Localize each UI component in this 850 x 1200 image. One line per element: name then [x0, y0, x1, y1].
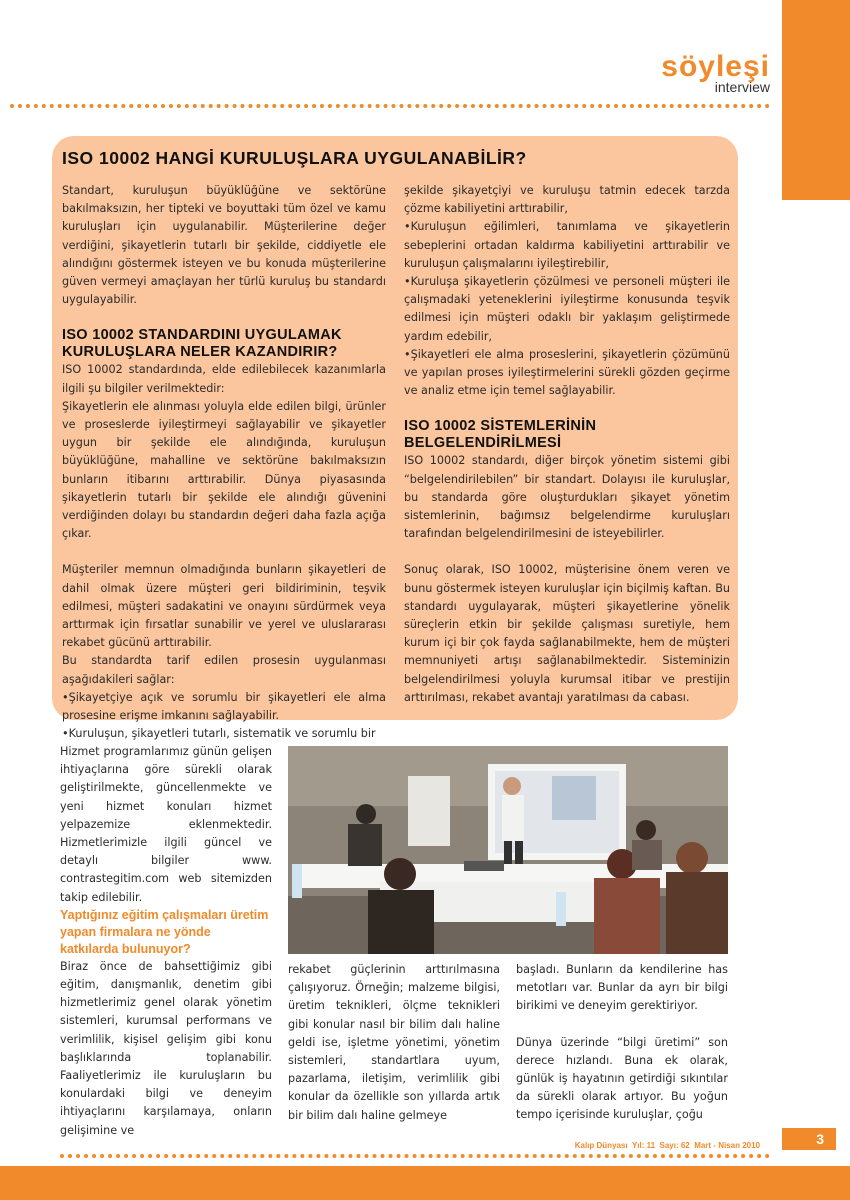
subheading: ISO 10002 STANDARDINI UYGULAMAK KURULUŞLARA NELER KAZANDIRIR? [62, 327, 342, 361]
lower-column-3 [516, 961, 728, 1125]
dotted-divider-bottom [60, 1154, 770, 1158]
lower-column-1 [60, 743, 272, 1140]
bullet-item: •Kuruluşun, şikayetleri tutarlı, sistematik ve sorumlu bir [62, 727, 376, 741]
paragraph: şekilde şikayetçiyi ve kuruluşu tatmin edecek tarzda çözme kabiliyetini arttırabilir, [404, 184, 730, 216]
dotted-divider-top [10, 104, 770, 108]
paragraph: Bu standardta tarif edilen prosesin uygulanması aşağıdakileri sağlar: [62, 654, 386, 686]
paragraph: rekabet güçlerinin arttırılmasına çalışıyoruz. Örneğin; malzeme bilgisi, üretim teknikleri, ölçme teknikleri gibi konular nasıl bir bilim dalı haline geldi ise, işletme yönetimi, yönetim sistemleri, standartlara uyum, pazarlama, iletişim, verimlilik gibi konular da özellikle son yıllarda artık bir bilim dalı haline gelmeye [288, 963, 500, 1122]
paragraph: Şikayetlerin ele alınması yoluyla elde edilen bilgi, ürünler ve proseslerde iyileştirmeyi sağlayabilir ve şikayetler uygun bir şekilde ele alındığında, kuruluşun büyüklüğüne, mahalline ve sektörüne bakılmaksızın bunların itibarını arttırabilir. Dünya piyasasında şikayetlerin tutarlı bir şekilde ele alındığı güvenini verdiğinden dolayı bu standardın değeri daha fazla açığa çıkar. [62, 399, 386, 541]
paragraph: Standart, kuruluşun büyüklüğüne ve sektörüne bakılmaksızın, her tipteki ve boyuttaki tüm özel ve kamu kuruluşları için uygulanabilir. Müşterilerine değer verdiğini, şikayetlerin tutarlı bir şekilde, ciddiyetle ele alındığını göstermek isteyen ve bu konuda müşterilerine güven vermeyi amaçlayan her türlü kuruluş bu standardı uygulayabilir. [62, 184, 386, 307]
section-subtitle: interview [714, 79, 770, 95]
paragraph: Müşteriler memnun olmadığında bunların şikayetleri de dahil olmak üzere müşteri geri bildiriminin, teşvik edilmesi, müşteri sadakatini ve onayını sürdürmek veya arttırmak için fırsatlar sunabilir ve yerel ve uluslararası rekabet gücünü arttırabilir. [62, 563, 386, 650]
subheading: ISO 10002 SİSTEMLERİNİN BELGELENDİRİLMESİ [404, 418, 597, 452]
orange-corner-tab [782, 0, 850, 200]
box-heading: ISO 10002 HANGİ KURULUŞLARA UYGULANABİLİR? [62, 148, 527, 168]
bullet-item: •Kuruluşun eğilimleri, tanımlama ve şikayetlerin sebeplerini ortadan kaldırma kabiliyetini arttırabilir ve kuruluşun çalışmalarını iyileştirebilir, [404, 220, 730, 270]
bullet-item: •Şikayetçiye açık ve sorumlu bir şikayetleri ele alma prosesine erişme imkanını sağlayabilir. [62, 690, 386, 723]
paragraph: Biraz önce de bahsettiğimiz gibi eğitim, danışmanlık, denetim gibi hizmetlerimiz genel olarak yönetim sistemleri, kurumsal performans ve verimlilik, kişisel gelişim gibi konu başlıklarında toplanabilir. Faaliyetlerimiz ile kuruluşların bu konulardaki bilgi ve deneyim ihtiyaçlarını karşılamaya, onların gelişimine ve [60, 959, 272, 1137]
paragraph: Dünya üzerinde “bilgi üretimi” son derece hızlandı. Buna ek olarak, günlük iş hayatının getirdiği sıkıntılar da sürekli olarak artıyor. Bu yoğun tempo içerisinde kuruluşlar, çoğu [516, 1035, 728, 1122]
bullet-item: •Kuruluşa şikayetlerin çözülmesi ve personeli müşteri ile çalışmadaki yeteneklerini iyileştirme konusunda teşvik edilmesi için müşteri odaklı bir yaklaşım geliştirmede yardım edebilir, [404, 275, 730, 343]
bottom-orange-bar [0, 1166, 850, 1200]
paragraph: Sonuç olarak, ISO 10002, müşterisine önem veren ve bunu göstermek isteyen kuruluşlar için biçilmiş kaftan. Bu standardı uygulayarak, müşteri şikayetlerine yönelik süreçlerin etkin bir şekilde çalışması suretiyle, hem kurum içi bir çok fayda sağlanabilmekte, hem de müşteri memnuniyeti artışı sağlanabilmektedir. Sisteminizin belgelendirilmesi yoluyla kurumsal itibar ve prestijin arttırılması, rekabet avantajı yaratılması da cabası. [404, 563, 730, 704]
paragraph: ISO 10002 standardında, elde edilebilecek kazanımlarla ilgili şu bilgiler verilmektedir: [62, 363, 386, 395]
page-number: 3 [782, 1128, 836, 1150]
box-right-column [404, 182, 730, 707]
lower-column-2 [288, 961, 500, 1125]
paragraph: başladı. Bunların da kendilerine has metotları var. Bunlar da ayrı bir bilgi birikimi ve deneyim gerektiriyor. [516, 963, 728, 1013]
paragraph: ISO 10002 standardı, diğer birçok yönetim sistemi gibi “belgelendirilebilen” bir standart. Dolayısı ile kuruluşlar, bu standarda göre oluşturdukları şikayet yönetim sistemlerinin, bağımsız belgelendirme kuruluşları tarafından belgelendirilmesini de isteyebilirler. [404, 454, 730, 541]
issue-info: Kalıp Dünyası Yıl: 11 Sayı: 62 Mart - Nisan 2010 [574, 1141, 760, 1150]
section-header [661, 52, 770, 94]
training-photo [288, 746, 728, 954]
section-title: söyleşi [661, 50, 770, 83]
paragraph: Hizmet programlarımız günün gelişen ihtiyaçlarına göre sürekli olarak geliştirilmekte, güncellenmekte ve yeni hizmet konuları hizmet yelpazemize eklenmektedir. Hizmetlerimizle ilgili güncel ve detaylı bilgiler www. contrastegitim.com web sitemizden takip edilebilir. [60, 745, 272, 904]
box-left-column [62, 182, 386, 743]
question-heading: Yaptığınız eğitim çalışmaları üretim yapan firmalara ne yönde katkılarda bulunuyor? [60, 907, 269, 956]
bullet-item: •Şikayetleri ele alma proseslerini, şikayetlerin çözümünü ve yapılan proses iyileştirmelerini sürekli gözden geçirme ve analiz etme için temel sağlayabilir. [404, 347, 730, 398]
